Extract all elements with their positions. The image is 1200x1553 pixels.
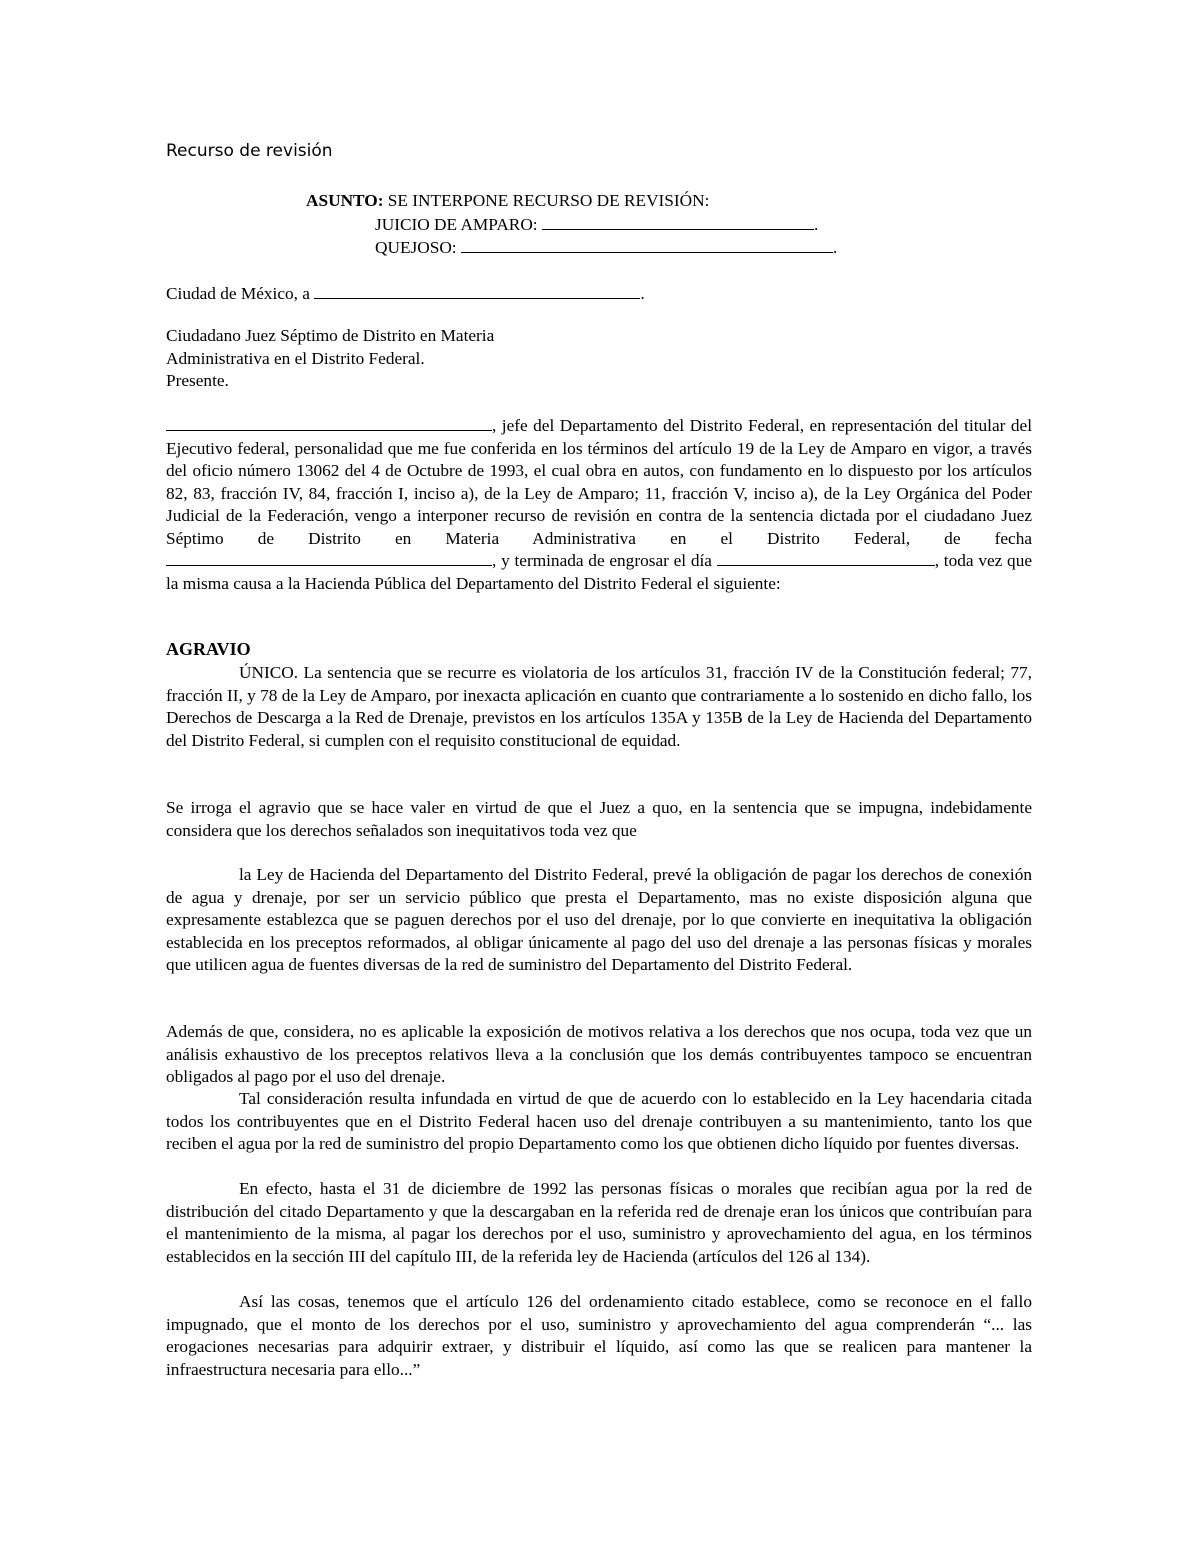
date-blank [314, 281, 640, 299]
city-date-line: Ciudad de México, a . [166, 281, 645, 306]
asunto-label: ASUNTO: [306, 191, 384, 210]
paragraph-asi-las-cosas: Así las cosas, tenemos que el artículo 126 del ordenamiento citado establece, como se reconoce en el fallo impugnado, que el monto de los derechos por el uso, suministro y aprovechamiento del agua comprenderán “... las erogaciones necesarias para adquirir extraer, y distribuir el líquido, así como las que se realicen para mantener la infraestructura necesaria para ello...” [166, 1292, 1032, 1379]
asunto-line [306, 190, 906, 213]
quejoso-blank [461, 235, 833, 253]
agravio-heading: AGRAVIO [166, 639, 251, 659]
intro-paragraph [166, 415, 1032, 595]
intro-text-2: , y terminada de engrosar el día [492, 551, 712, 570]
paragraph-unico: ÚNICO. La sentencia que se recurre es violatoria de los artículos 31, fracción IV de la Constitución federal; 77, fracción II, y 78 de la Ley de Amparo, por inexacta aplicación en cuanto que contrariamente a lo sostenido en dicho fallo, los Derechos de Descarga a la Red de Drenaje, previstos en los artículos 135A y 135B de la Ley de Hacienda del Departamento del Distrito Federal, si cumplen con el requisito constitucional de equidad. [166, 663, 1032, 750]
engrose-date-blank [717, 550, 935, 566]
addressee-block [166, 325, 494, 393]
paragraph-en-efecto: En efecto, hasta el 31 de diciembre de 1992 las personas físicas o morales que recibían agua por la red de distribución del citado Departamento y que la descargaban en la referida red de drenaje eran los únicos que contribuían para el mantenimiento de la misma, al pagar los derechos por el uso, suministro y aprovechamiento del agua, en los términos establecidos en la sección III del capítulo III, de la referida ley de Hacienda (artículos del 126 al 134). [166, 1179, 1032, 1266]
paragraph-irroga: Se irroga el agravio que se hace valer en virtud de que el Juez a quo, en la sentencia que se impugna, indebidamente considera que los derechos señalados son inequitativos toda vez que [166, 798, 1032, 840]
document-title: Recurso de revisión [166, 141, 333, 161]
juicio-label: JUICIO DE AMPARO: [375, 215, 538, 234]
paragraph-ley-hacienda: la Ley de Hacienda del Departamento del Distrito Federal, prevé la obligación de pagar los derechos de conexión de agua y drenaje, por ser un servicio público que presta el Departamento, mas no existe disposición alguna que expresamente establezca que se paguen derechos por el uso del drenaje, por lo que convierte en inequitativa la obligación establecida en los preceptos reformados, al obligar únicamente al pago del uso del drenaje a las personas físicas y morales que utilicen agua de fuentes diversas de la red de suministro del Departamento del Distrito Federal. [166, 865, 1032, 974]
juicio-blank [542, 212, 814, 230]
addressee-line: Presente. [166, 371, 229, 390]
sentence-date-blank [166, 550, 492, 566]
paragraph-tal-consideracion: Tal consideración resulta infundada en virtud de que de acuerdo con lo establecido en la Ley hacendaria citada todos los contribuyentes que en el Distrito Federal hacen uso del drenaje contribuyen a su mantenimiento, tanto los que reciben el agua por la red de suministro del propio Departamento como los que obtienen dicho líquido por fuentes diversas. [166, 1089, 1032, 1153]
city-label: Ciudad de México, a [166, 284, 310, 303]
juicio-line: JUICIO DE AMPARO: . [375, 212, 818, 237]
addressee-line: Ciudadano Juez Séptimo de Distrito en Materia [166, 326, 495, 345]
addressee-line: Administrativa en el Distrito Federal. [166, 348, 425, 368]
asunto-text: SE INTERPONE RECURSO DE REVISIÓN: [387, 191, 710, 210]
name-blank [166, 415, 492, 431]
paragraph-ademas: Además de que, considera, no es aplicable la exposición de motivos relativa a los derechos que nos ocupa, toda vez que un análisis exhaustivo de los preceptos relativos lleva a la conclusión que los demás contribuyentes tampoco se encuentran obligados al pago por el uso del drenaje. [166, 1022, 1032, 1086]
quejoso-label: QUEJOSO: [375, 238, 457, 257]
intro-text-3: , toda vez que la misma causa a la Hacienda Pública del Departamento del Distrito Federal el siguiente: [166, 551, 1032, 593]
intro-text-1: , jefe del Departamento del Distrito Federal, en representación del titular del Ejecutivo federal, personalidad que me fue conferida en los términos del artículo 19 de la Ley de Amparo en vigor, a través del oficio número 13062 del 4 de Octubre de 1993, el cual obra en autos, con fundamento en lo dispuesto por los artículos 82, 83, fracción IV, 84, fracción I, inciso a), de la Ley de Amparo; 11, fracción V, inciso a), de la Ley Orgánica del Poder Judicial de la Federación, vengo a interponer recurso de revisión en contra de la sentencia dictada por el ciudadano Juez Séptimo de Distrito en Materia Administrativa en el Distrito Federal, de fecha [166, 416, 1032, 548]
quejoso-line: QUEJOSO: . [375, 235, 837, 260]
